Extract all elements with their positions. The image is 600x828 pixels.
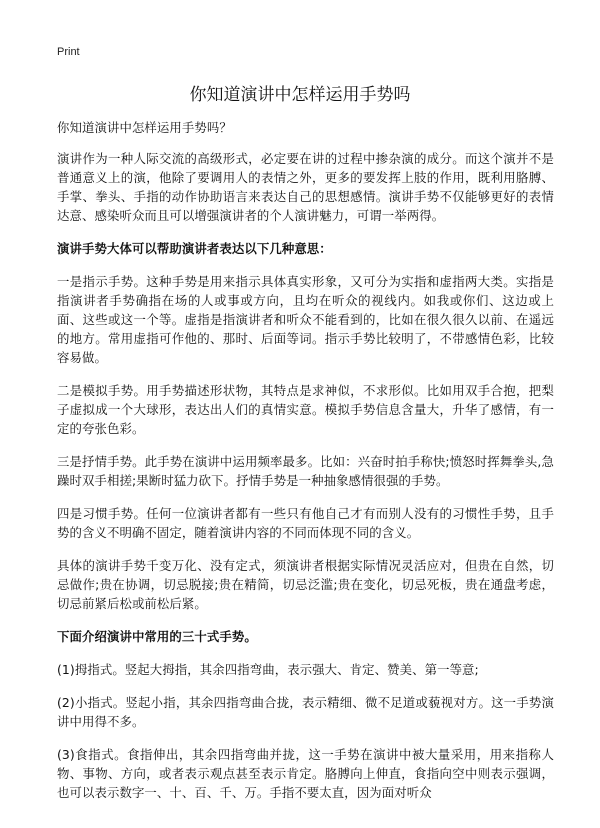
paragraph-habitual-gesture: 四是习惯手势。任何一位演讲者都有一些只有他自己才有而别人没有的习惯性手势，且手势的含义不明确不固定，随着演讲内容的不同而体现不同的含义。 [57, 506, 554, 540]
paragraph-indicative-gesture: 一是指示手势。这种手势是用来指示具体真实形象，又可分为实指和虚指两大类。实指是指演讲者手势确指在场的人或事或方向，且均在听众的视线内。如我或你们、这边或上面、这些或这一个等。虚指是指演讲者和听众不能看到的，比如在很久很久以前、在遥远的地方。常用虚指可作他的、那时、后面等词。指示手势比较明了，不带感情色彩，比较容易做。 [57, 274, 554, 365]
list-item-pinky-gesture: (2)小指式。竖起小指，其余四指弯曲合拢，表示精细、微不足道或藐视对方。这一手势演讲中用得不多。 [57, 695, 554, 729]
list-item-thumb-gesture: (1)拇指式。竖起大拇指，其余四指弯曲，表示强大、肯定、赞美、第一等意; [57, 662, 479, 677]
print-link[interactable]: Print [57, 46, 80, 58]
section-heading-thirty-gestures: 下面介绍演讲中常用的三十式手势。 [57, 629, 257, 644]
page-title: 你知道演讲中怎样运用手势吗 [189, 85, 411, 105]
article-body [57, 118, 554, 816]
list-item-index-gesture: (3)食指式。食指伸出，其余四指弯曲并拢，这一手势在演讲中被大量采用，用来指称人物、事物、方向，或者表示观点甚至表示肯定。胳膊向上伸直，食指向空中则表示强调，也可以表示数字一、十、百、千、万。手指不要太直，因为面对听众 [57, 747, 554, 800]
intro-paragraph: 演讲作为一种人际交流的高级形式，必定要在讲的过程中掺杂演的成分。而这个演并不是普通意义上的演，他除了要调用人的表情之外，更多的要发挥上肢的作用，既利用胳膊、手掌、拳头、手指的动作协助语言来表达自己的思想感情。演讲手势不仅能够更好的表情达意、感染听众而且可以增强演讲者的个人演讲魅力，可谓一举两得。 [57, 151, 554, 223]
section-heading-meanings: 演讲手势大体可以帮助演讲者表达以下几种意思： [57, 241, 332, 256]
paragraph-gesture-principles: 具体的演讲手势千变万化、没有定式，须演讲者根据实际情况灵活应对，但贵在自然，切忌做作;贵在协调，切忌脱接;贵在精简，切忌泛滥;贵在变化，切忌死板，贵在通盘考虑，切忌前紧后松或前松后紧。 [57, 558, 554, 611]
paragraph-lyrical-gesture: 三是抒情手势。此手势在演讲中运用频率最多。比如：兴奋时拍手称快;愤怒时挥舞拳头,急躁时双手相搓;果断时猛力砍下。抒情手势是一种抽象感情很强的手势。 [57, 454, 554, 488]
intro-question: 你知道演讲中怎样运用手势吗？ [57, 120, 232, 135]
paragraph-imitative-gesture: 二是模拟手势。用手势描述形状物，其特点是求神似，不求形似。比如用双手合抱，把梨子虚拟成一个大球形，表达出人们的真情实意。模拟手势信息含量大，升华了感情，有一定的夸张色彩。 [57, 383, 554, 436]
